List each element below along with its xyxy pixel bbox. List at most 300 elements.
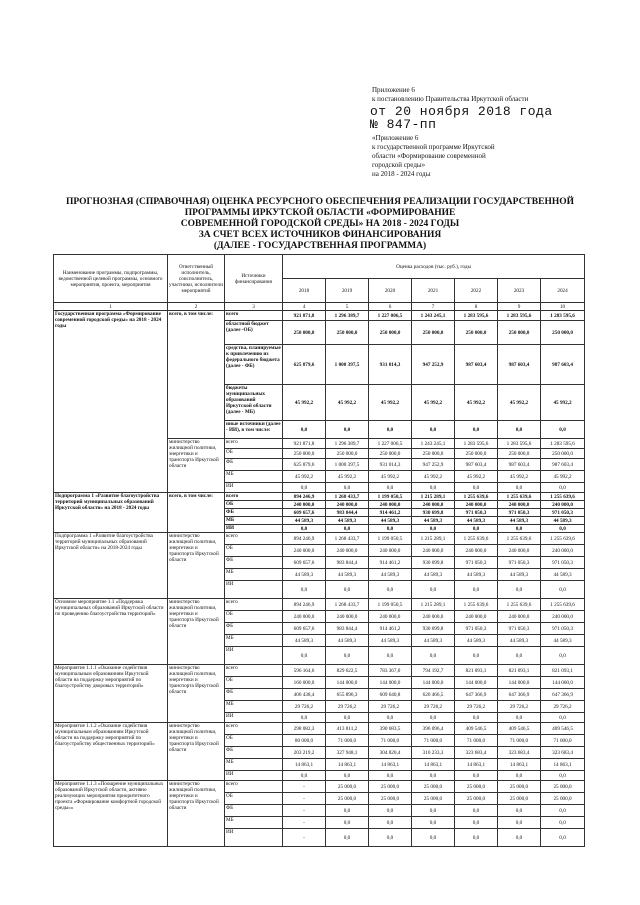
title-line: (ДАЛЕЕ - ГОСУДАРСТВЕННАЯ ПРОГРАММА) [213, 241, 427, 251]
value-cell: 29 726,2 [326, 701, 369, 713]
value-cell: 1 199 050,5 [369, 533, 412, 545]
value-cell: 240 000,0 [541, 545, 585, 557]
value-cell: 0,0 [541, 581, 585, 599]
value-cell: 0,0 [455, 805, 498, 817]
value-cell: 1 255 639,6 [541, 599, 585, 611]
value-cell: 71 000,0 [326, 735, 369, 747]
value-cell: 0,0 [283, 525, 326, 533]
executor-cell: министерство жилищной политики, энергетики и транспорта Иркутской области [168, 439, 225, 493]
value-cell: 894 246,9 [283, 599, 326, 611]
source-cell: иные источники (далее - ИИ), в том числе: [225, 421, 283, 439]
program-name-cell: Подпрограмма 1 «Развитие благоустройства территорий муниципальных образований Иркутской области» на 2018 - 2024 годы [54, 493, 168, 533]
resource-table [53, 254, 585, 847]
table-row [54, 665, 585, 677]
program-name-cell: Мероприятие 1.1.3 «Поощрение муниципальных образований Иркутской области, активно реализующих мероприятия приоритетного проекта «Формирование комфортной городской среды»» [54, 781, 168, 847]
source-cell: МБ [225, 817, 283, 829]
value-cell: 0,0 [498, 713, 541, 723]
value-cell: 921 871,8 [283, 311, 326, 321]
value-cell: 240 000,0 [498, 611, 541, 623]
value-cell: 0,0 [412, 647, 455, 665]
value-cell: 25 000,0 [455, 793, 498, 805]
value-cell: 930 699,8 [412, 557, 455, 569]
value-cell: 921 871,8 [283, 439, 326, 449]
table-body [54, 311, 585, 847]
value-cell: 71 000,0 [541, 735, 585, 747]
value-cell: 1 283 595,6 [498, 311, 541, 321]
value-cell: 240 000,0 [326, 501, 369, 509]
column-number: 9 [498, 303, 541, 311]
source-cell: средства, планируемые к привлечению из федерального бюджета (далее - ФБ) [225, 345, 283, 385]
source-cell: ОБ [225, 793, 283, 805]
value-cell: 250 000,0 [369, 321, 412, 345]
value-cell: 609 657,6 [283, 623, 326, 635]
value-cell: 80 000,0 [283, 735, 326, 747]
value-cell: 0,0 [326, 805, 369, 817]
value-cell: 323 683,4 [455, 747, 498, 759]
value-cell: 45 992,2 [326, 471, 369, 483]
source-cell: ИИ [225, 483, 283, 493]
value-cell: 45 992,2 [412, 385, 455, 421]
value-cell: 45 992,2 [455, 385, 498, 421]
value-cell: 29 726,2 [455, 701, 498, 713]
value-cell: 250 000,0 [412, 321, 455, 345]
value-cell: 240 000,0 [369, 545, 412, 557]
value-cell: 144 000,0 [455, 677, 498, 689]
source-cell: ОБ [225, 611, 283, 623]
value-cell: 0,0 [326, 581, 369, 599]
value-cell: 240 000,0 [455, 545, 498, 557]
program-name-cell: Государственная программа «Формирование современной городской среды» на 2018 - 2024 годы [54, 311, 168, 493]
value-cell: 14 863,1 [412, 759, 455, 771]
value-cell: 1 215 289,1 [412, 599, 455, 611]
value-cell: 0,0 [412, 805, 455, 817]
value-cell: 240 000,0 [455, 501, 498, 509]
value-cell: 0,0 [326, 771, 369, 781]
value-cell: - [283, 793, 326, 805]
value-cell: 0,0 [369, 713, 412, 723]
year-header: 2021 [412, 279, 455, 303]
value-cell: 45 992,2 [369, 385, 412, 421]
value-cell: 0,0 [369, 829, 412, 847]
value-cell: 931 014,3 [369, 459, 412, 471]
year-header: 2020 [369, 279, 412, 303]
value-cell: 45 992,2 [541, 471, 585, 483]
value-cell: 894 246,9 [283, 533, 326, 545]
value-cell: 240 000,0 [326, 545, 369, 557]
year-header: 2018 [283, 279, 326, 303]
value-cell: 971 050,3 [455, 557, 498, 569]
source-cell: всего [225, 311, 283, 321]
value-cell: 44 589,3 [412, 569, 455, 581]
value-cell: 45 992,2 [498, 385, 541, 421]
value-cell: 930 699,8 [412, 509, 455, 517]
value-cell: 409 546,5 [498, 723, 541, 735]
header-expenses: Оценка расходов (тыс. руб.), годы [283, 255, 585, 279]
value-cell: 44 589,3 [369, 517, 412, 525]
value-cell: 0,0 [283, 713, 326, 723]
value-cell: 1 283 595,6 [498, 439, 541, 449]
value-cell: 29 726,2 [283, 701, 326, 713]
executor-cell: всего, в том числе: [168, 311, 225, 439]
value-cell: 914 461,2 [369, 557, 412, 569]
value-cell: 1 000 397,5 [326, 459, 369, 471]
value-cell: 14 863,1 [455, 759, 498, 771]
value-cell: 1 243 245,1 [412, 311, 455, 321]
value-cell: 0,0 [498, 483, 541, 493]
value-cell: 250 000,0 [541, 321, 585, 345]
source-cell: МБ [225, 517, 283, 525]
value-cell: 0,0 [412, 525, 455, 533]
value-cell: 45 992,2 [283, 385, 326, 421]
value-cell: 44 589,3 [326, 517, 369, 525]
value-cell: - [283, 781, 326, 793]
value-cell: 0,0 [283, 581, 326, 599]
value-cell: 0,0 [541, 525, 585, 533]
value-cell: 144 000,0 [412, 677, 455, 689]
program-name-cell: Основное мероприятие 1.1 «Поддержка муниципальных образований Иркутской области по проведению благоустройства территорий» [54, 599, 168, 665]
value-cell: 240 000,0 [498, 545, 541, 557]
source-cell: ИИ [225, 829, 283, 847]
value-cell: 983 844,4 [326, 557, 369, 569]
value-cell: 971 050,3 [455, 623, 498, 635]
value-cell: 1 255 639,6 [498, 533, 541, 545]
value-cell: 0,0 [369, 525, 412, 533]
value-cell: 971 050,3 [455, 509, 498, 517]
value-cell: 409 546,5 [455, 723, 498, 735]
value-cell: 45 992,2 [498, 471, 541, 483]
program-name-cell: Мероприятие 1.1.2 «Оказание содействия муниципальным образованиям Иркутской области на поддержку мероприятий по благоустройству общественных территорий» [54, 723, 168, 781]
value-cell: 0,0 [455, 483, 498, 493]
value-cell: 0,0 [326, 713, 369, 723]
title-line: ПРОГРАММЫ ИРКУТСКОЙ ОБЛАСТИ «ФОРМИРОВАНИЕ [184, 208, 456, 218]
value-cell: - [283, 829, 326, 847]
value-cell: 0,0 [541, 421, 585, 439]
executor-cell: министерство жилищной политики, энергетики и транспорта Иркутской области [168, 723, 225, 781]
value-cell: 947 252,9 [412, 459, 455, 471]
value-cell: 390 683,5 [369, 723, 412, 735]
source-cell: ФБ [225, 689, 283, 701]
value-cell: 647 366,9 [498, 689, 541, 701]
value-cell: 413 811,2 [326, 723, 369, 735]
value-cell: 0,0 [326, 829, 369, 847]
column-number: 8 [455, 303, 498, 311]
header-executor: Ответственный исполнитель, соисполнитель, участники, исполнители мероприятий [168, 255, 225, 303]
value-cell: 0,0 [498, 421, 541, 439]
table-row [54, 311, 585, 321]
appendix-line: к постановлению Правительства Иркутской области [372, 95, 529, 103]
table-row [54, 533, 585, 545]
value-cell: 0,0 [326, 817, 369, 829]
value-cell: 0,0 [498, 805, 541, 817]
value-cell: 160 000,0 [283, 677, 326, 689]
source-cell: ФБ [225, 557, 283, 569]
value-cell: 971 050,3 [498, 557, 541, 569]
value-cell: 971 050,3 [541, 509, 585, 517]
value-cell: 1 255 639,6 [455, 493, 498, 501]
value-cell: 0,0 [369, 771, 412, 781]
value-cell: 44 589,3 [498, 517, 541, 525]
value-cell: 0,0 [369, 805, 412, 817]
value-cell: 0,0 [412, 483, 455, 493]
appendix-line: области «Формирование современной [372, 152, 486, 160]
program-name-cell: Подпрограмма 1 «Развитие благоустройства территорий муниципальных образований Иркутской области» на 2018-2024 годы [54, 533, 168, 599]
appendix-line: к государственной программе Иркутской [372, 143, 495, 151]
value-cell: 44 589,3 [283, 569, 326, 581]
value-cell: 0,0 [455, 817, 498, 829]
value-cell: 1 255 639,6 [498, 599, 541, 611]
value-cell: 250 000,0 [541, 449, 585, 459]
value-cell: 250 000,0 [498, 321, 541, 345]
value-cell: 323 683,4 [498, 747, 541, 759]
value-cell: 647 366,9 [455, 689, 498, 701]
value-cell: 983 844,4 [326, 509, 369, 517]
value-cell: 0,0 [326, 525, 369, 533]
value-cell: 609 657,6 [283, 509, 326, 517]
value-cell: 71 000,0 [455, 735, 498, 747]
value-cell: 0,0 [541, 817, 585, 829]
value-cell: 25 000,0 [455, 781, 498, 793]
value-cell: 44 589,3 [498, 569, 541, 581]
source-cell: ИИ [225, 713, 283, 723]
source-cell: ФБ [225, 509, 283, 517]
value-cell: 240 000,0 [412, 501, 455, 509]
column-number: 3 [225, 303, 283, 311]
value-cell: 0,0 [369, 817, 412, 829]
value-cell: 250 000,0 [498, 449, 541, 459]
source-cell: ОБ [225, 677, 283, 689]
column-number: 10 [541, 303, 585, 311]
value-cell: 44 589,3 [455, 635, 498, 647]
value-cell: 44 589,3 [326, 635, 369, 647]
value-cell: 0,0 [283, 771, 326, 781]
value-cell: 240 000,0 [541, 501, 585, 509]
value-cell: 250 000,0 [326, 321, 369, 345]
value-cell: 240 000,0 [412, 611, 455, 623]
value-cell: 0,0 [498, 817, 541, 829]
value-cell: 25 000,0 [412, 781, 455, 793]
value-cell: 409 546,5 [541, 723, 585, 735]
source-cell: ОБ [225, 545, 283, 557]
value-cell: 987 603,4 [455, 459, 498, 471]
value-cell: 829 622,5 [326, 665, 369, 677]
value-cell: 1 255 639,6 [498, 493, 541, 501]
year-header: 2024 [541, 279, 585, 303]
value-cell: 0,0 [283, 421, 326, 439]
value-cell: 1 268 433,7 [326, 533, 369, 545]
value-cell: 250 000,0 [455, 321, 498, 345]
value-cell: 0,0 [541, 829, 585, 847]
column-number: 1 [54, 303, 168, 311]
column-number: 7 [412, 303, 455, 311]
value-cell: 0,0 [369, 421, 412, 439]
year-header: 2023 [498, 279, 541, 303]
value-cell: 987 603,4 [541, 345, 585, 385]
value-cell: 947 252,9 [412, 345, 455, 385]
value-cell: 44 589,3 [455, 569, 498, 581]
source-cell: ИИ [225, 647, 283, 665]
value-cell: 14 863,1 [283, 759, 326, 771]
source-cell: всего [225, 439, 283, 449]
value-cell: 0,0 [412, 421, 455, 439]
value-cell: 44 589,3 [455, 517, 498, 525]
value-cell: 45 992,2 [455, 471, 498, 483]
value-cell: 298 082,3 [283, 723, 326, 735]
value-cell: 1 283 595,6 [541, 439, 585, 449]
value-cell: 250 000,0 [283, 449, 326, 459]
value-cell: 1 283 595,6 [455, 311, 498, 321]
source-cell: МБ [225, 471, 283, 483]
value-cell: 44 589,3 [541, 635, 585, 647]
value-cell: 240 000,0 [498, 501, 541, 509]
appendix-line: городской среды» [372, 161, 426, 169]
value-cell: 45 992,2 [283, 471, 326, 483]
value-cell: 0,0 [541, 647, 585, 665]
program-name-cell: Мероприятие 1.1.1 «Оказание содействия муниципальным образованиям Иркутской области на поддержку мероприятий по благоустройству дворовых территорий» [54, 665, 168, 723]
value-cell: 250 000,0 [455, 449, 498, 459]
value-cell: 647 366,9 [541, 689, 585, 701]
value-cell: 240 000,0 [283, 501, 326, 509]
value-cell: 971 050,3 [541, 623, 585, 635]
title-line: ЗА СЧЕТ ВСЕХ ИСТОЧНИКОВ ФИНАНСИРОВАНИЯ [198, 230, 442, 240]
value-cell: 240 000,0 [369, 611, 412, 623]
value-cell: 25 000,0 [412, 793, 455, 805]
value-cell: 144 000,0 [498, 677, 541, 689]
value-cell: 44 589,3 [541, 517, 585, 525]
value-cell: 1 243 245,1 [412, 439, 455, 449]
source-cell: МБ [225, 759, 283, 771]
value-cell: 25 000,0 [369, 793, 412, 805]
value-cell: 29 726,2 [412, 701, 455, 713]
value-cell: 71 000,0 [369, 735, 412, 747]
table-header [54, 255, 585, 311]
year-header: 2022 [455, 279, 498, 303]
value-cell: 0,0 [369, 581, 412, 599]
header-source: Источники финансирования [225, 255, 283, 303]
value-cell: 29 726,2 [369, 701, 412, 713]
value-cell: 971 050,3 [498, 623, 541, 635]
value-cell: 609 640,8 [369, 689, 412, 701]
value-cell: 29 726,2 [541, 701, 585, 713]
value-cell: 1 268 433,7 [326, 599, 369, 611]
executor-cell: министерство жилищной политики, энергетики и транспорта Иркутской области [168, 665, 225, 723]
value-cell: 44 589,3 [369, 635, 412, 647]
value-cell: 1 255 639,6 [455, 533, 498, 545]
value-cell: 45 992,2 [326, 385, 369, 421]
source-cell: ОБ [225, 735, 283, 747]
value-cell: 783 367,0 [369, 665, 412, 677]
value-cell: 0,0 [369, 647, 412, 665]
value-cell: 240 000,0 [412, 545, 455, 557]
value-cell: 821 093,1 [541, 665, 585, 677]
value-cell: 45 992,2 [541, 385, 585, 421]
date-stamp: от 20 ноября 2018 года [370, 104, 553, 119]
value-cell: 0,0 [498, 647, 541, 665]
value-cell: - [283, 817, 326, 829]
value-cell: 25 000,0 [541, 781, 585, 793]
value-cell: 250 000,0 [412, 449, 455, 459]
value-cell: 1 215 289,1 [412, 493, 455, 501]
value-cell: 0,0 [455, 829, 498, 847]
source-cell: бюджеты муниципальных образований Иркутской области (далее - МБ) [225, 385, 283, 421]
source-cell: ФБ [225, 747, 283, 759]
value-cell: 1 199 050,5 [369, 493, 412, 501]
value-cell: 144 000,0 [326, 677, 369, 689]
value-cell: 0,0 [283, 483, 326, 493]
source-cell: ФБ [225, 805, 283, 817]
value-cell: 250 000,0 [326, 449, 369, 459]
executor-cell: всего, в том числе: [168, 493, 225, 533]
column-number: 2 [168, 303, 225, 311]
table-row [54, 599, 585, 611]
value-cell: 1 255 639,6 [541, 493, 585, 501]
value-cell: 25 000,0 [498, 781, 541, 793]
value-cell: 930 699,8 [412, 623, 455, 635]
document-title [60, 197, 580, 252]
header-program: Наименование программы, подпрограммы, ведомственной целевой программы, основного мероприятия, проекта, мероприятия [54, 255, 168, 303]
value-cell: 327 948,1 [326, 747, 369, 759]
value-cell: 1 283 595,6 [541, 311, 585, 321]
value-cell: 596 164,6 [283, 665, 326, 677]
value-cell: 0,0 [541, 805, 585, 817]
value-cell: 0,0 [498, 829, 541, 847]
value-cell: 1 268 433,7 [326, 493, 369, 501]
value-cell: 821 093,1 [498, 665, 541, 677]
value-cell: 240 000,0 [283, 545, 326, 557]
value-cell: 71 000,0 [412, 735, 455, 747]
value-cell: 0,0 [283, 647, 326, 665]
value-cell: 304 820,4 [369, 747, 412, 759]
value-cell: 1 255 639,6 [455, 599, 498, 611]
value-cell: 987 603,4 [498, 345, 541, 385]
value-cell: 240 000,0 [455, 611, 498, 623]
source-cell: всего [225, 599, 283, 611]
value-cell: 44 589,3 [283, 517, 326, 525]
title-line: СОВРЕМЕННОЙ ГОРОДСКОЙ СРЕДЫ» НА 2018 - 2024 ГОДЫ [180, 219, 460, 229]
value-cell: 0,0 [455, 713, 498, 723]
column-numbers [54, 303, 585, 311]
value-cell: 0,0 [455, 581, 498, 599]
column-number: 4 [283, 303, 326, 311]
value-cell: 0,0 [541, 713, 585, 723]
value-cell: 240 000,0 [541, 611, 585, 623]
value-cell: 0,0 [369, 483, 412, 493]
source-cell: МБ [225, 635, 283, 647]
source-cell: всего [225, 493, 283, 501]
value-cell: 0,0 [412, 771, 455, 781]
value-cell: 44 589,3 [412, 517, 455, 525]
value-cell: 25 000,0 [326, 793, 369, 805]
value-cell: 250 000,0 [283, 321, 326, 345]
title-line: ПРОГНОЗНАЯ (СПРАВОЧНАЯ) ОЦЕНКА РЕСУРСНОГО ОБЕСПЕЧЕНИЯ РЕАЛИЗАЦИИ ГОСУДАРСТВЕННОЙ [65, 197, 575, 207]
source-cell: всего [225, 781, 283, 793]
value-cell: 396 096,4 [412, 723, 455, 735]
value-cell: 794 192,7 [412, 665, 455, 677]
source-cell: ИИ [225, 771, 283, 781]
value-cell: 0,0 [455, 647, 498, 665]
number-stamp: № 847-пп [370, 117, 437, 132]
value-cell: 25 000,0 [326, 781, 369, 793]
value-cell: 971 050,3 [498, 509, 541, 517]
value-cell: 14 863,1 [541, 759, 585, 771]
appendix-line: «Приложение 6 [372, 134, 419, 142]
value-cell: 44 589,3 [326, 569, 369, 581]
value-cell: 914 461,2 [369, 509, 412, 517]
value-cell: 25 000,0 [498, 793, 541, 805]
source-cell: областной бюджет (далее -ОБ) [225, 321, 283, 345]
value-cell: 620 466,5 [412, 689, 455, 701]
value-cell: 0,0 [326, 421, 369, 439]
value-cell: 0,0 [326, 483, 369, 493]
